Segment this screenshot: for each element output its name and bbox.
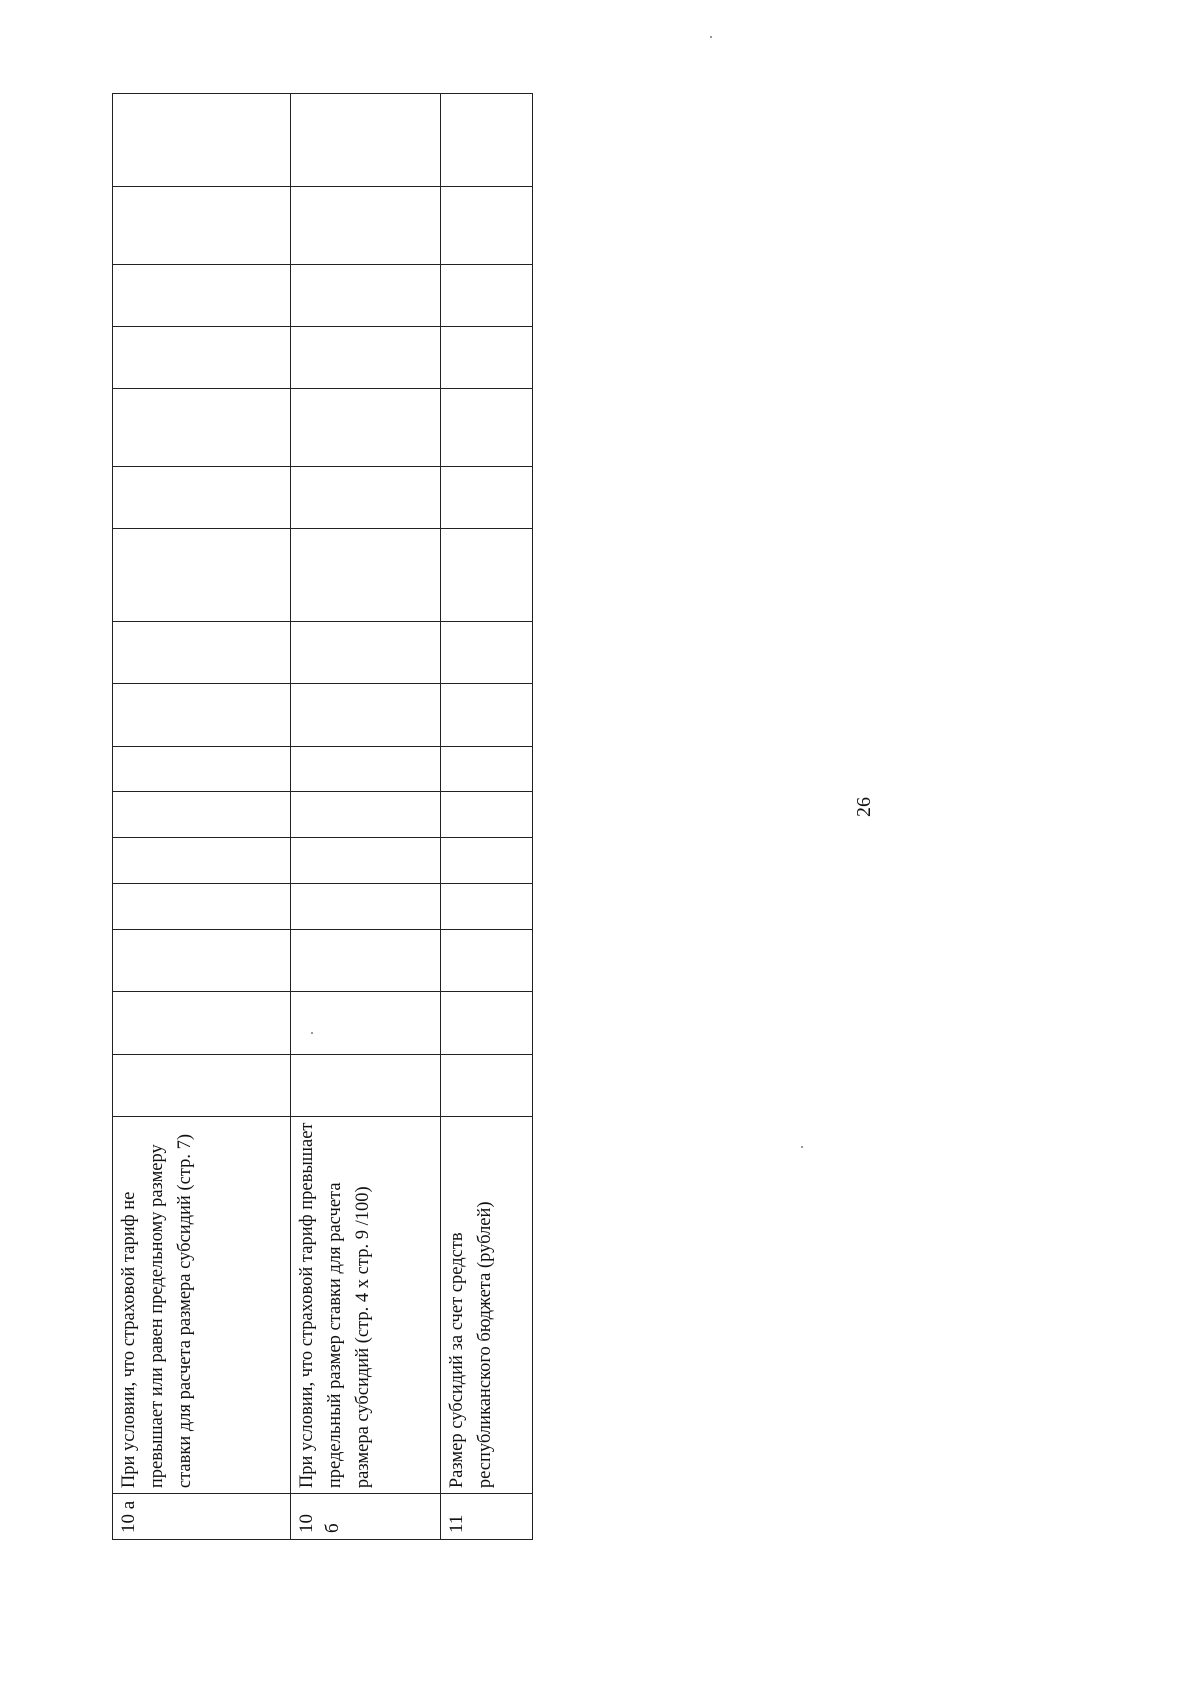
table-cell	[441, 746, 533, 792]
table-cell	[113, 930, 291, 992]
table-cell	[291, 684, 441, 746]
table-cell	[441, 389, 533, 467]
table-cell	[113, 884, 291, 930]
row-label: Размер субсидий за счет средств республиканского бюджета (рублей)	[441, 1117, 533, 1494]
table-cell	[291, 746, 441, 792]
row-label: При условии, что страховой тариф превышает предельный размер ставки для расчета размера субсидий (стр. 4 х стр. 9 /100)	[291, 1117, 441, 1494]
table-cell	[113, 94, 291, 187]
table-cell	[441, 992, 533, 1054]
table-cell	[441, 466, 533, 528]
subsidy-table	[112, 93, 533, 1540]
table-cell	[441, 838, 533, 884]
table-cell	[113, 622, 291, 684]
table-cell	[441, 884, 533, 930]
table-cell	[291, 529, 441, 622]
table-cell	[441, 1054, 533, 1116]
table-row	[291, 94, 441, 1540]
table-cell	[291, 389, 441, 467]
table-cell	[113, 684, 291, 746]
table-cell	[291, 264, 441, 326]
table-cell	[113, 187, 291, 265]
row-number: 10 а	[113, 1494, 291, 1540]
row-number: 10 б	[291, 1494, 441, 1540]
rotated-table	[112, 93, 532, 1540]
table-cell	[113, 792, 291, 838]
table-cell	[113, 264, 291, 326]
table-cell	[291, 992, 441, 1054]
table-cell	[441, 529, 533, 622]
table-cell	[113, 1054, 291, 1116]
table-cell	[291, 838, 441, 884]
table-cell	[291, 622, 441, 684]
table-cell	[441, 94, 533, 187]
table-cell	[113, 838, 291, 884]
scan-speck	[710, 36, 712, 38]
table-cell	[113, 529, 291, 622]
table-cell	[441, 622, 533, 684]
table-row	[441, 94, 533, 1540]
scan-speck	[801, 1146, 803, 1148]
row-number: 11	[441, 1494, 533, 1540]
table-cell	[113, 746, 291, 792]
table-cell	[441, 187, 533, 265]
table-cell	[113, 992, 291, 1054]
table-cell	[291, 466, 441, 528]
table-cell	[113, 389, 291, 467]
table-cell	[291, 94, 441, 187]
table-cell	[291, 930, 441, 992]
table-body	[113, 94, 533, 1540]
table-container	[112, 93, 532, 1540]
table-cell	[291, 326, 441, 388]
table-cell	[441, 792, 533, 838]
table-cell	[441, 326, 533, 388]
table-cell	[113, 326, 291, 388]
table-cell	[441, 930, 533, 992]
table-cell	[441, 264, 533, 326]
row-label: При условии, что страховой тариф не превышает или равен предельному размеру ставки для расчета размера субсидий (стр. 7)	[113, 1117, 291, 1494]
table-cell	[113, 466, 291, 528]
table-cell	[291, 187, 441, 265]
table-cell	[291, 792, 441, 838]
table-cell	[291, 884, 441, 930]
table-cell	[441, 684, 533, 746]
table-row	[113, 94, 291, 1540]
page-number: 26	[853, 797, 875, 817]
table-cell	[291, 1054, 441, 1116]
